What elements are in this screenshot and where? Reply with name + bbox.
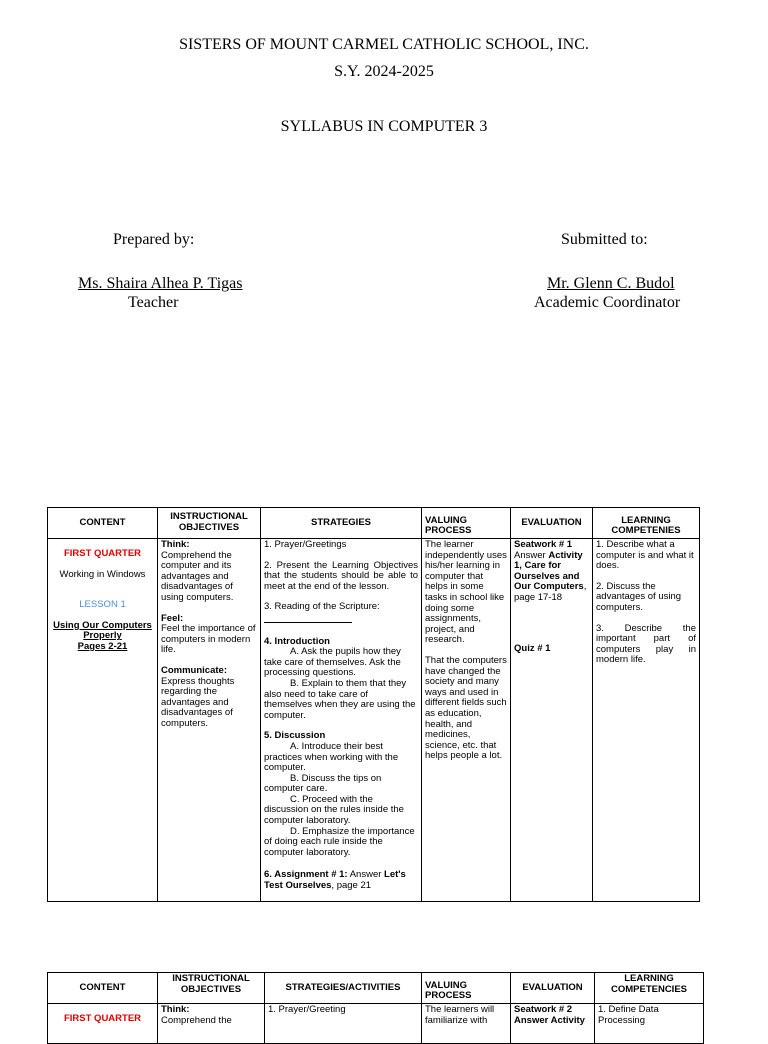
lesson-pages: Pages 2-21 [77,640,128,652]
strategy-2: 2. Present the Learning Objectives that the students should be able to meet at the end of the lesson. [264,559,418,592]
header2-objectives: INSTRUCTIONAL OBJECTIVES [158,973,265,1004]
content-cell [48,539,158,902]
topic-label: Working in Windows [59,568,146,580]
strategies-cell [261,539,422,902]
competency-3: 3. Describe the important part of computers play in modern life. [596,622,696,666]
strategy-3: 3. Reading of the Scripture: [264,601,380,613]
strategy-5-label: 5. Discussion [264,730,326,742]
think-label: Think: [161,539,190,550]
header-valuing: VALUING PROCESS [422,508,511,539]
strategy2-1: 1. Prayer/Greeting [268,1004,346,1015]
communicate-text: Express thoughts regarding the advantages and disadvantages of computers. [161,675,235,729]
header2-competencies: LEARNING COMPETENCIES [595,973,704,1004]
prepared-by-role: Teacher [128,294,179,311]
school-name: SISTERS OF MOUNT CARMEL CATHOLIC SCHOOL, INC. [179,36,589,53]
submitted-to-label: Submitted to: [561,231,648,248]
seatwork2-label: Seatwork # 2 [514,1004,573,1015]
header-competencies: LEARNING COMPETENIES [593,508,700,539]
think2-text: Comprehend the [161,1014,232,1026]
feel-label: Feel: [161,612,184,624]
header2-content: CONTENT [48,973,158,1004]
valuing-p1: The learner independently uses his/her learning in computer that helps in some tasks in school like doing some assignments, project, and research. [425,539,507,646]
strategy-5c: C. Proceed with the discussion on the rules inside the computer laboratory. [264,793,404,827]
competencies-cell [593,539,700,902]
quarter-label: FIRST QUARTER [63,548,142,559]
seatwork-text: Answer Activity 1, Care for Ourselves and Our Computers, page 17-18 [514,549,587,603]
header-objectives: INSTRUCTIONAL OBJECTIVES [158,508,261,539]
lesson-label: LESSON 1 [79,599,126,611]
strategy-5d: D. Emphasize the importance of doing each rule inside the computer laboratory. [264,825,415,858]
syllabus-table-2 [47,972,704,1044]
syllabus-table-1 [47,507,700,902]
valuing-cell [422,539,511,902]
prepared-by-name: Ms. Shaira Alhea P. Tigas [78,275,243,292]
communicate-label: Communicate: [161,664,227,676]
scripture-line [264,613,352,623]
think-text: Comprehend the computer and its advantages and disadvantages of using computers. [161,549,234,603]
strategy-1: 1. Prayer/Greetings [264,539,347,550]
submitted-to-role: Academic Coordinator [534,294,681,311]
submitted-to-name: Mr. Glenn C. Budol [547,275,675,292]
quarter2-label: FIRST QUARTER [63,1013,142,1024]
header-strategies: STRATEGIES [261,508,422,539]
competency2-1: 1. Define Data Processing [598,1004,659,1026]
objectives-cell [158,539,261,902]
strategy-6: 6. Assignment # 1: Answer Let's Test Ourselves, page 21 [264,869,406,892]
seatwork2-text: Answer Activity [514,1014,585,1026]
school-year: S.Y. 2024-2025 [334,63,434,80]
feel-text: Feel the importance of computers in modern life. [161,623,256,656]
strategy-4-label: 4. Introduction [264,635,330,647]
valuing2-text: The learners will familiarize with [425,1004,495,1026]
strategy-5b: B. Discuss the tips on computer care. [264,772,382,795]
lesson-title: Using Our Computers Properly [53,619,152,642]
strategy-4b: B. Explain to them that they also need to take care of themselves when they are using the computer. [264,677,416,721]
seatwork-label: Seatwork # 1 [514,539,573,550]
strategy-5a: A. Introduce their best practices when working with the computer. [264,740,399,774]
prepared-by-label: Prepared by: [113,231,195,248]
header-evaluation: EVALUATION [511,508,593,539]
header2-strategies: STRATEGIES/ACTIVITIES [265,973,422,1004]
competency-1: 1. Describe what a computer is and what it does. [596,539,694,572]
think2-label: Think: [161,1004,190,1015]
syllabus-title: SYLLABUS IN COMPUTER 3 [280,118,488,135]
header-content: CONTENT [48,508,158,539]
evaluation-cell [511,539,593,902]
header2-evaluation: EVALUATION [511,973,595,1004]
valuing-p2: That the computers have changed the society and many ways and used in different fields such as education, health, and medicines, science, etc. that helps people a lot. [425,654,507,762]
header2-valuing: VALUING PROCESS [422,973,511,1004]
competency-2: 2. Discuss the advantages of using computers. [596,580,682,613]
quiz-label: Quiz # 1 [514,642,551,654]
strategy-4a: A. Ask the pupils how they take care of themselves. Ask the processing questions. [264,646,401,679]
